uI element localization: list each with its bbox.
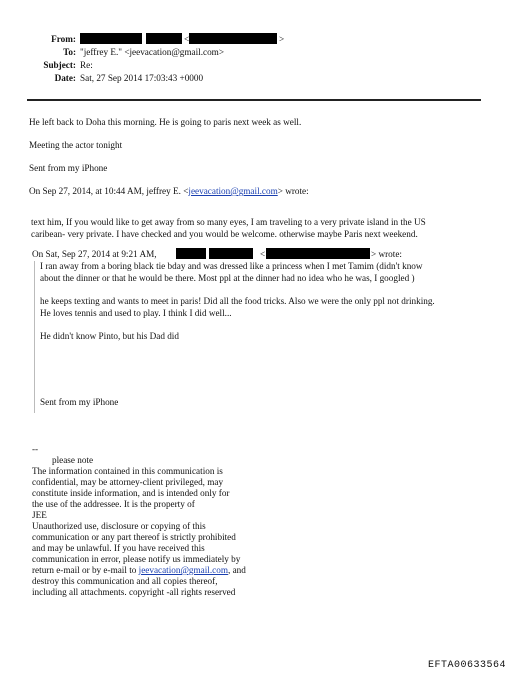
body-line: Sent from my iPhone (29, 163, 108, 173)
nested-line: about the dinner or that he would be there. Most ppl at the dinner had no idea who he was, I googled ) (40, 273, 415, 283)
disclaimer-line: The information contained in this communication is (32, 466, 223, 476)
redaction-block (209, 248, 253, 259)
nested-intro-lt: < (260, 249, 266, 259)
nested-line: he keeps texting and wants to meet in paris! Did all the food tricks. Also we were the only ppl not drinking. (40, 296, 435, 306)
document-id: EFTA00633564 (427, 659, 506, 671)
from-gt: > (279, 34, 285, 44)
disclaimer-line: destroy this communication and all copies thereof, (32, 576, 218, 586)
disclaimer-line: confidential, may be attorney-client privileged, may (32, 477, 224, 487)
from-label: From: (51, 34, 76, 44)
to-label: To: (63, 47, 76, 57)
email-link[interactable]: jeevacation@gmail.com (188, 186, 278, 196)
nested-intro: On Sat, Sep 27, 2014 at 9:21 AM, (32, 249, 157, 259)
disclaimer-line: constitute inside information, and is intended only for (32, 488, 230, 498)
disclaimer-line: communication in error, please notify us immediately by (32, 554, 241, 564)
redaction-block (176, 248, 206, 259)
quote-bar (34, 261, 35, 413)
redaction-block (146, 33, 182, 44)
sig-dashes: -- (32, 444, 39, 454)
body-line: He left back to Doha this morning. He is going to paris next week as well. (29, 117, 302, 127)
nested-intro-post: > wrote: (371, 249, 402, 259)
quoted-message-line: text him, If you would like to get away from so many eyes, I am traveling to a very private island in the US (31, 217, 426, 227)
nested-line: Sent from my iPhone (40, 397, 119, 407)
date-value: Sat, 27 Sep 2014 17:03:43 +0000 (80, 73, 204, 83)
quoted-message-line: caribean- very private. I have checked and you would be welcome. otherwise maybe Paris next weekend. (31, 229, 418, 239)
body-line: Meeting the actor tonight (29, 140, 123, 150)
redaction-block (189, 33, 277, 44)
redaction-block (266, 248, 370, 259)
from-lt: < (184, 34, 190, 44)
disclaimer-line: the use of the addressee. It is the property of (32, 499, 195, 509)
quote-intro-text: On Sep 27, 2014, at 10:44 AM, jeffrey E. < (29, 186, 189, 196)
disclaimer-line: Unauthorized use, disclosure or copying of this (32, 521, 206, 531)
disclaimer-text: , and (227, 565, 246, 575)
to-value: "jeffrey E." <jeevacation@gmail.com> (80, 47, 225, 57)
sig-note: please note (52, 455, 94, 465)
email-link[interactable]: jeevacation@gmail.com (138, 565, 228, 575)
quote-intro-text: > wrote: (277, 186, 309, 196)
date-label: Date: (54, 73, 76, 83)
nested-line: I ran away from a boring black tie bday and was dressed like a princess when I met Tamim (didn't know (40, 261, 423, 271)
disclaimer-line: JEE (32, 510, 47, 520)
header-divider (27, 99, 481, 101)
nested-line: He didn't know Pinto, but his Dad did (40, 331, 179, 341)
disclaimer-line: including all attachments. copyright -all rights reserved (32, 587, 236, 597)
subject-value: Re: (80, 60, 93, 70)
redaction-block (80, 33, 142, 44)
nested-line: He loves tennis and used to play. I think I did well... (40, 308, 232, 318)
disclaimer-line: communication or any part thereof is strictly prohibited (32, 532, 236, 542)
disclaimer-line: and may be unlawful. If you have received this (32, 543, 205, 553)
disclaimer-text: return e-mail or by e-mail to (32, 565, 139, 575)
subject-label: Subject: (43, 60, 76, 70)
quote-intro (29, 186, 309, 198)
disclaimer-line (32, 565, 246, 577)
